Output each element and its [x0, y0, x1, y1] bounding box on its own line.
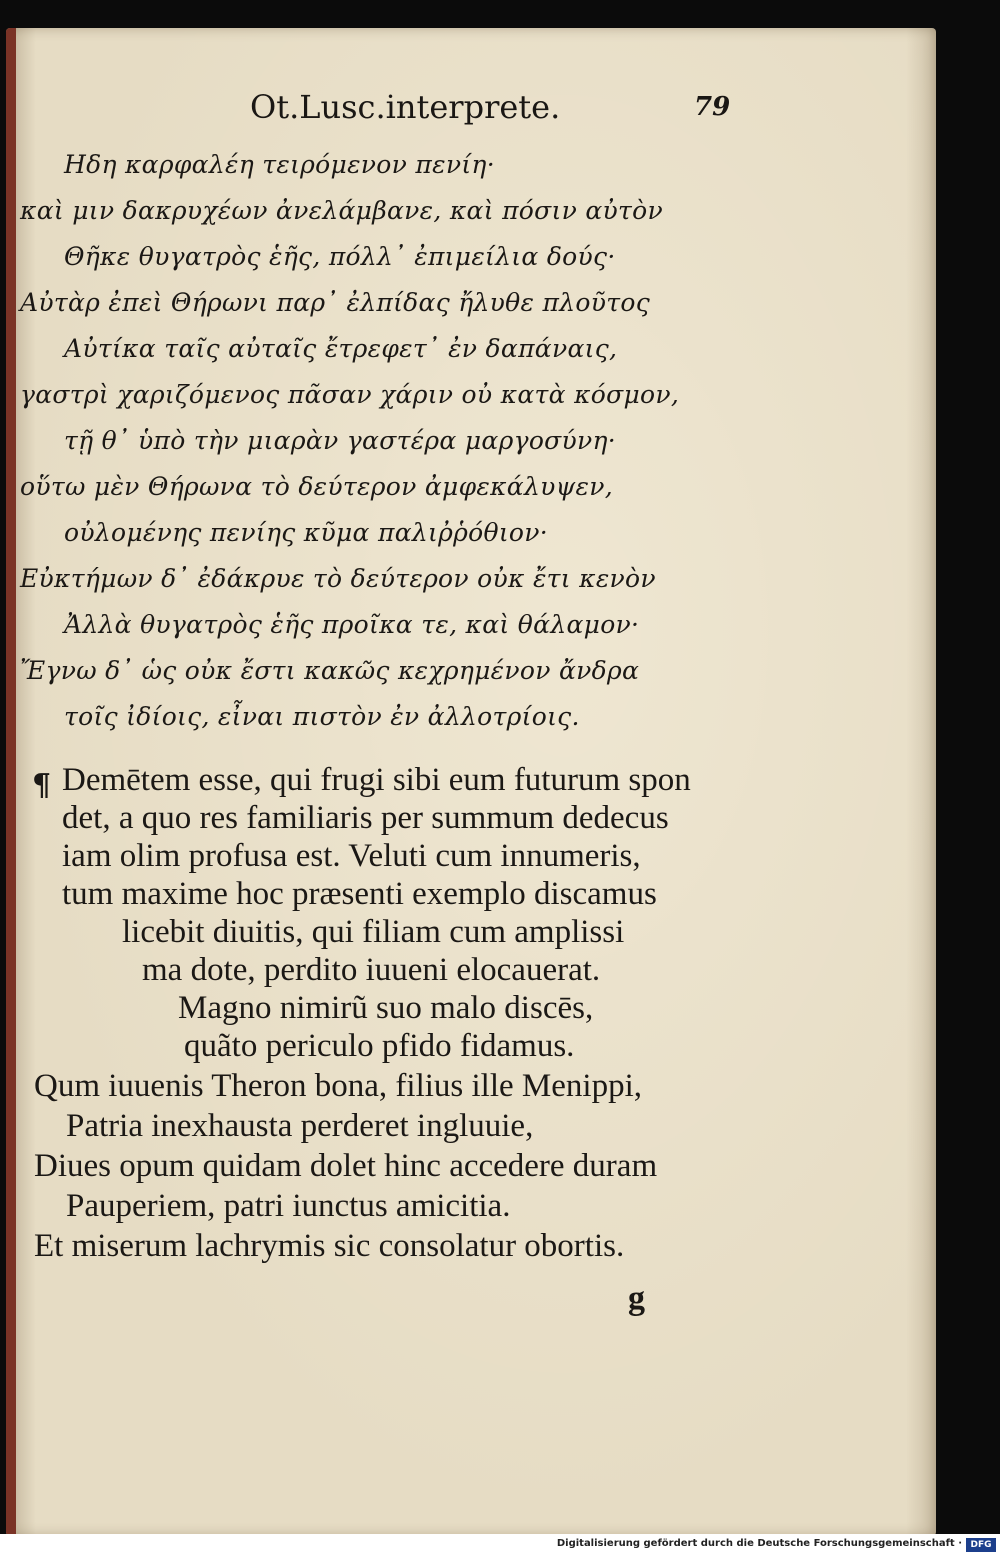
- greek-line: Θῆκε θυγατρὸς ἑῆς, πόλλ᾽ ἐπιμείλια δούς·: [64, 242, 616, 271]
- greek-line: Αὐτὰρ ἐπεὶ Θήρωνι παρ᾽ ἐλπίδας ἤλυθε πλοῦτος: [20, 288, 650, 317]
- verse-line: Pauperiem, patri iunctus amicitia.: [66, 1188, 511, 1224]
- verse-line: Qum iuuenis Theron bona, filius ille Menippi,: [34, 1068, 642, 1104]
- greek-line: Εὐκτήμων δ᾽ ἐδάκρυε τὸ δεύτερον οὐκ ἔτι κενὸν: [20, 564, 656, 593]
- commentary-line: ma dote, perdito iuueni elocauerat.: [142, 952, 601, 988]
- commentary-line: licebit diuitis, qui filiam cum amplissi: [122, 914, 625, 950]
- greek-line: τῇ θ᾽ ὑπὸ τὴν μιαρὰν γαστέρα μαργοσύνη·: [64, 426, 617, 455]
- commentary-line: Demētem esse, qui frugi sibi eum futurum spon: [62, 762, 691, 798]
- running-head: [6, 88, 936, 132]
- dfg-logo: DFG: [966, 1538, 996, 1552]
- greek-line: γαστρὶ χαριζόμενος πᾶσαν χάριν οὐ κατὰ κόσμον,: [20, 380, 680, 409]
- book-page: [6, 28, 936, 1536]
- commentary-line: iam olim profusa est. Veluti cum innumeris,: [62, 838, 641, 874]
- funding-credit: Digitalisierung gefördert durch die Deutsche Forschungsgemeinschaft ·: [556, 1538, 962, 1549]
- greek-line: Ηδη καρφαλέη τειρόμενον πενίη·: [64, 150, 495, 179]
- commentary-line: det, a quo res familiaris per summum dedecus: [62, 800, 669, 836]
- greek-line: τοῖς ἰδίοις, εἶναι πιστὸν ἐν ἀλλοτρίοις.: [64, 702, 580, 731]
- greek-line: Ἔγνω δ᾽ ὡς οὐκ ἔστι κακῶς κεχρημένον ἄνδρα: [20, 656, 640, 685]
- greek-line: Αὐτίκα ταῖς αὐταῖς ἔτρεφετ᾽ ἐν δαπάναις,: [64, 334, 618, 363]
- commentary-line: quãto periculo pfido fidamus.: [184, 1028, 575, 1064]
- verse-line: Diues opum quidam dolet hinc accedere duram: [34, 1148, 658, 1184]
- greek-line: οὕτω μὲν Θήρωνα τὸ δεύτερον ἀμφεκάλυψεν,: [20, 472, 613, 501]
- running-head-title: Ot.Lusc.interprete.: [250, 88, 561, 126]
- greek-line: καὶ μιν δακρυχέων ἀνελάμβανε, καὶ πόσιν αὐτὸν: [20, 196, 664, 225]
- page-binding-edge: [6, 28, 16, 1536]
- verse-line: Patria inexhausta perderet ingluuie,: [66, 1108, 534, 1144]
- page-number: 79: [694, 92, 731, 122]
- pilcrow-mark: ¶: [32, 768, 52, 803]
- greek-line: οὐλομένης πενίης κῦμα παλιῤῥόθιον·: [64, 518, 549, 547]
- greek-line: Ἀλλὰ θυγατρὸς ἑῆς πρoῖκα τε, καὶ θάλαμον·: [64, 610, 640, 639]
- verse-line: Et miserum lachrymis sic consolatur obortis.: [34, 1228, 625, 1264]
- digitization-footer: [0, 1534, 1000, 1558]
- commentary-line: tum maxime hoc præsenti exemplo discamus: [62, 876, 657, 912]
- signature-mark: g: [628, 1280, 645, 1317]
- commentary-line: Magno nimirũ suo malo discēs,: [178, 990, 594, 1026]
